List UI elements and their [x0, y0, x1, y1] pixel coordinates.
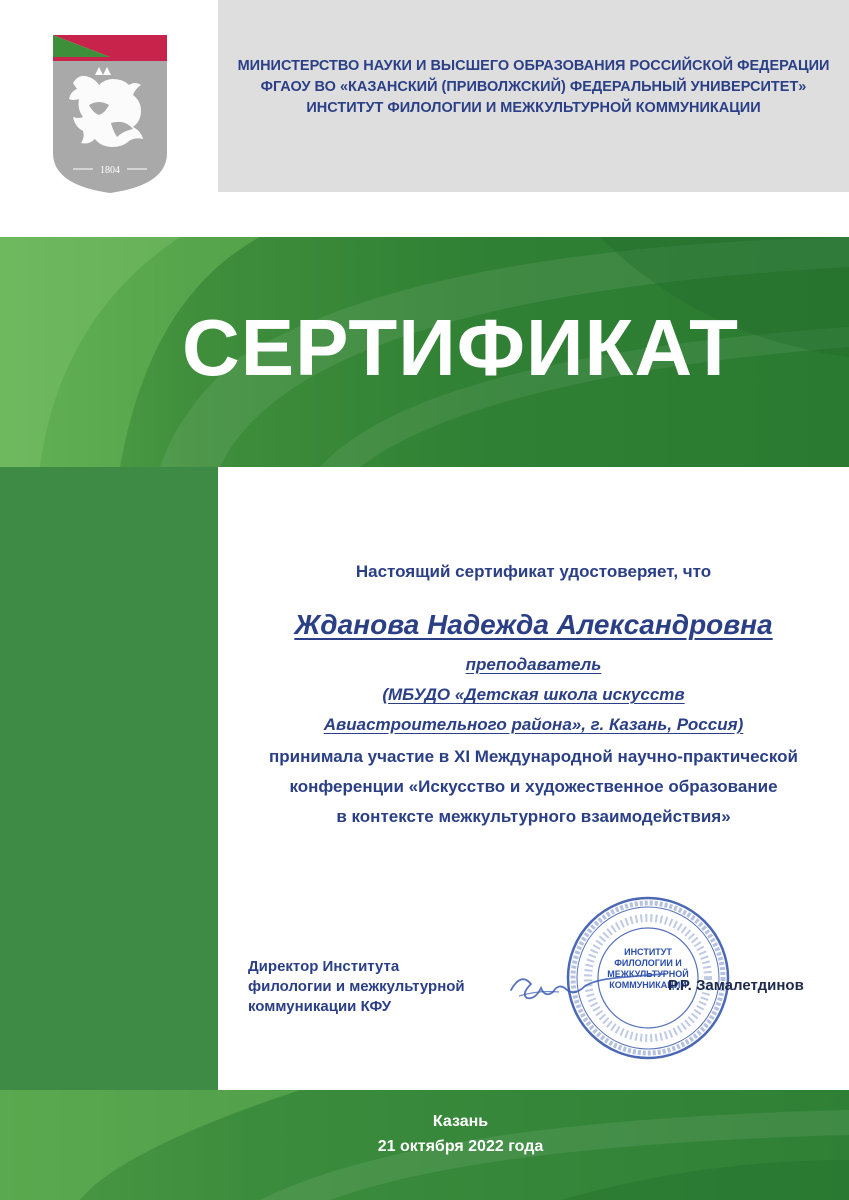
issue-date: 21 октября 2022 года: [377, 1138, 544, 1155]
participation-line-1: принимала участие в XI Международной научно-практической: [269, 747, 798, 766]
stamp-center-line-4: КОММУНИКАЦИИ: [609, 980, 687, 990]
header-university-line: ФГАОУ ВО «КАЗАНСКИЙ (ПРИВОЛЖСКИЙ) ФЕДЕРАЛЬНЫЙ УНИВЕРСИТЕТ»: [260, 79, 807, 95]
issue-city: Казань: [432, 1113, 489, 1130]
director-title: [248, 957, 465, 1017]
signer-name: Р.Р. Замалетдинов: [668, 977, 804, 994]
recipient-name: Жданова Надежда Александровна: [294, 609, 773, 640]
participation-line-3: в контексте межкультурного взаимодействия»: [336, 807, 731, 826]
left-green-column: [0, 467, 218, 1090]
certificate-intro: Настоящий сертификат удостоверяет, что: [355, 562, 712, 581]
director-title-line-2: филологии и межкультурной: [248, 978, 465, 995]
recipient-position: преподаватель: [465, 655, 602, 674]
stamp-center-line-3: МЕЖКУЛЬТУРНОЙ: [607, 969, 689, 979]
certificate-title: СЕРТИФИКАТ: [181, 303, 740, 392]
stamp-center-line-2: ФИЛОЛОГИИ И: [614, 958, 682, 968]
stamp-center-line-1: ИНСТИТУТ: [624, 947, 672, 957]
header-institution-lines: [218, 56, 849, 119]
participation-line-2: конференции «Искусство и художественное образование: [289, 777, 778, 796]
kfu-logo-icon: [53, 35, 167, 193]
logo-year: 1804: [100, 165, 120, 176]
recipient-organization-line-2: Авиастроительного района», г. Казань, Россия): [323, 715, 744, 734]
signature-mark: [505, 960, 675, 1015]
header-ministry-line: МИНИСТЕРСТВО НАУКИ И ВЫСШЕГО ОБРАЗОВАНИЯ РОССИЙСКОЙ ФЕДЕРАЦИИ: [237, 58, 830, 74]
recipient-organization-line-1: (МБУДО «Детская школа искусств: [382, 685, 685, 704]
director-title-line-1: Директор Института: [248, 958, 400, 975]
header-institute-line: ИНСТИТУТ ФИЛОЛОГИИ И МЕЖКУЛЬТУРНОЙ КОММУНИКАЦИИ: [306, 100, 761, 116]
director-title-line-3: коммуникации КФУ: [248, 998, 392, 1015]
